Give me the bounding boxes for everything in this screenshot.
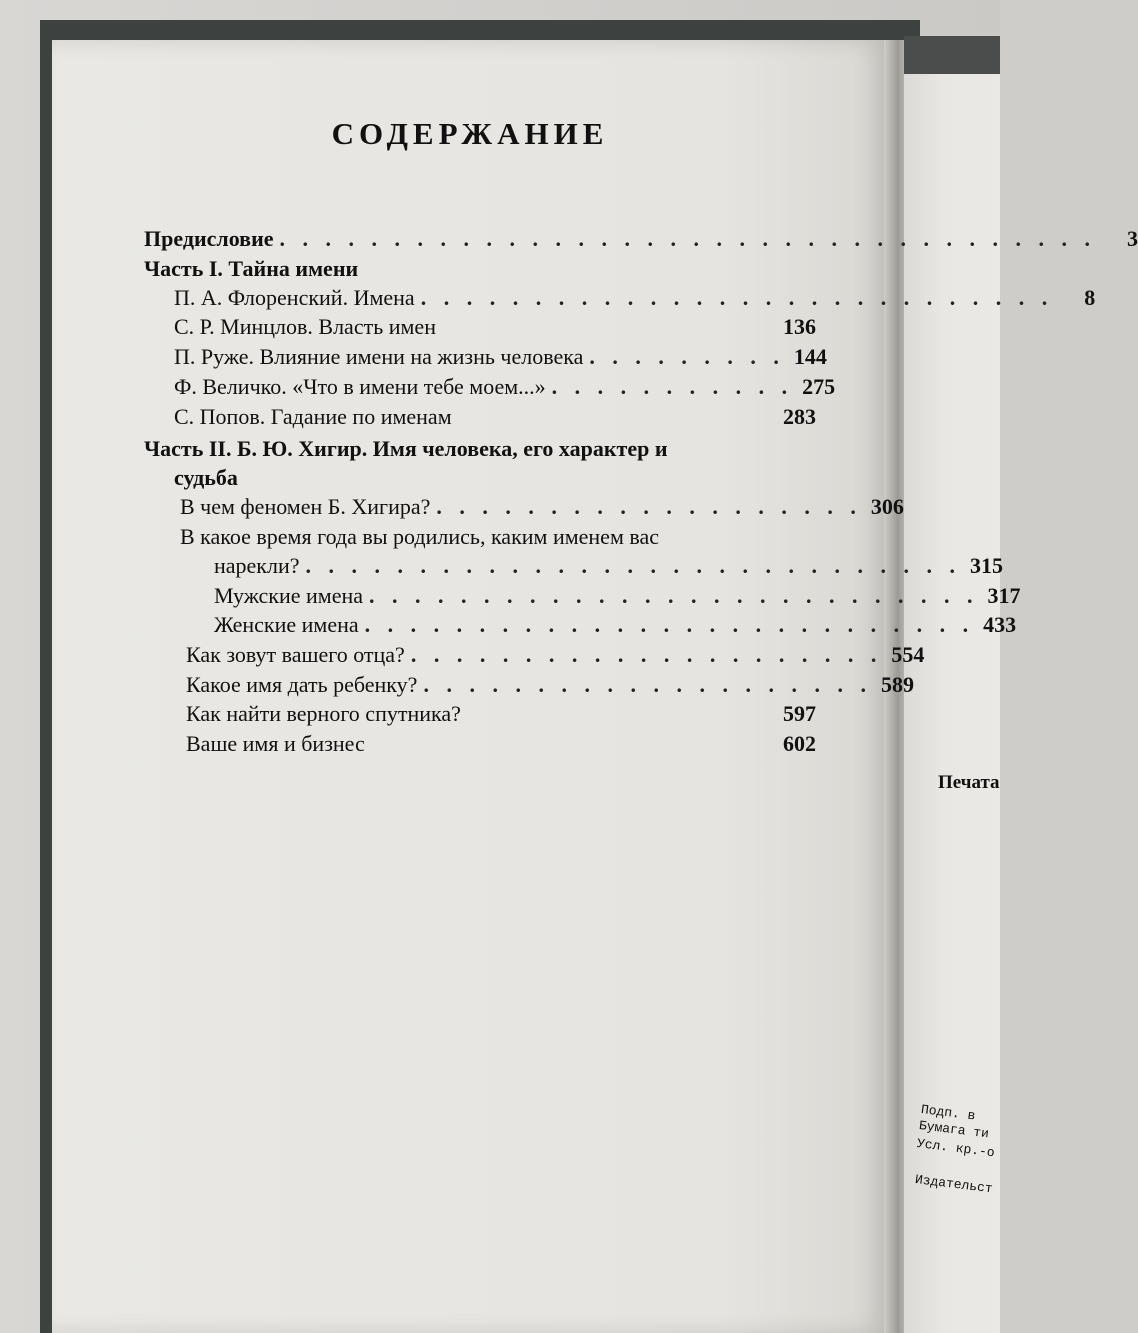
toc-entry-page: 3 [1127,226,1138,251]
toc-leader-dots: . . . . . . . . . . . . . . . . . . . . . . . . . . . [369,583,979,608]
toc-entry [174,314,816,340]
toc-entry-label: Предисловие [144,226,274,251]
toc-entry-page: 275 [802,374,836,399]
toc-leader-dots: . . . . . . . . . . . . . . . . . . . . [423,672,872,697]
toc-entry-label: Ф. Величко. «Что в имени тебе моем...» [174,374,546,399]
toc-entry-page: 433 [983,612,1017,637]
toc-entry-label: П. А. Флоренский. Имена [174,285,415,310]
toc-entry [180,524,816,550]
toc-entry-page: 602 [783,731,816,756]
toc-entry-part-2 [144,436,816,462]
toc-entry-page: 315 [970,553,1004,578]
toc-leader-dots [371,731,774,757]
toc-entry-label: нарекли? [214,553,300,578]
toc-entry [174,374,836,400]
toc-entry [186,642,925,668]
toc-leader-dots: . . . . . . . . . . . . . . . . . . . . . . . . . . . . [420,285,1054,310]
toc-entry [186,701,816,727]
toc-entry-label: С. Попов. Гадание по именам [174,404,452,429]
toc-entry-label: судьба [174,465,238,490]
toc-entry [186,672,914,698]
toc-entry-label: Мужские имена [214,583,364,608]
toc-leader-dots [442,314,774,340]
toc-entry-page: 144 [793,344,827,369]
toc-leader-dots: . . . . . . . . . . . . . . . . . . . . . . . . . . . . . [305,553,962,578]
toc-entry-label: П. Руже. Влияние имени на жизнь человека [174,344,584,369]
toc-entry [174,404,816,430]
toc-leader-dots: . . . . . . . . . . . . . . . . . . . [436,494,862,519]
toc-entry-page: 554 [891,642,925,667]
toc-entry-page: 136 [783,314,816,339]
toc-entry-part-1 [144,256,816,282]
toc-entry-label: Как найти верного спутника? [186,701,461,726]
toc-entry-label: Какое имя дать ребенку? [186,672,418,697]
toc-leader-dots: . . . . . . . . . [589,344,785,369]
toc-leader-dots: . . . . . . . . . . . [551,374,794,399]
toc-entry-label: В какое время года вы родились, каким именем вас [180,524,659,549]
toc-entry [214,612,1017,638]
toc-entry-page: 317 [987,583,1021,608]
toc-leader-dots: . . . . . . . . . . . . . . . . . . . . . [410,642,883,667]
right-page-line: Печата [938,772,1000,793]
page-title: СОДЕРЖАНИЕ [331,116,609,151]
toc-entry [186,731,816,757]
toc-entry-page: 306 [870,494,904,519]
toc-entry-part-2-cont [174,465,816,491]
toc-entry-label: Часть II. Б. Ю. Хигир. Имя человека, его характер и [144,436,668,461]
toc-entry [214,583,1021,609]
toc-entry-label: Ваше имя и бизнес [186,731,365,756]
toc-entry-page: 589 [880,672,914,697]
toc-entry [174,344,827,370]
toc-entry-label: Часть I. Тайна имени [144,256,359,281]
toc-entry-label: С. Р. Минцлов. Власть имен [174,314,436,339]
toc-leader-dots [458,404,774,430]
toc-entry-page: 283 [783,404,816,429]
toc-entry-label: Женские имена [214,612,359,637]
toc-leader-dots: . . . . . . . . . . . . . . . . . . . . . . . . . . . [364,612,975,637]
toc-entry-preface [144,226,1138,252]
toc-entry-page: 8 [1084,285,1096,310]
toc-entry-label: В чем феномен Б. Хигира? [180,494,431,519]
toc-entry [180,494,904,520]
right-page-line: Усл. кр.-о [916,1136,996,1161]
toc-leader-dots [467,701,774,727]
toc-leader-dots: . . . . . . . . . . . . . . . . . . . . . . . . . . . . . . . . . . . . [279,226,1097,251]
toc-entry [214,553,1004,579]
right-page-line: Бумага ти [918,1118,990,1142]
toc-entry-label: Как зовут вашего отца? [186,642,405,667]
right-page-line: Подп. в [920,1102,977,1124]
right-page-line: Издательст [914,1172,994,1197]
toc-entry [174,285,1096,311]
toc-entry-page: 597 [783,701,816,726]
